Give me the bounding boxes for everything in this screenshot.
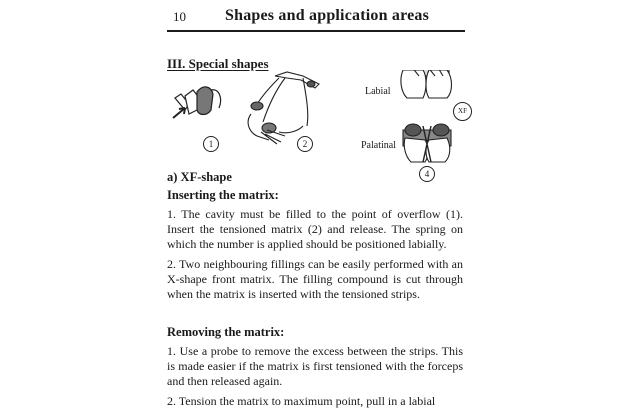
figure-2-drawing — [248, 72, 319, 144]
figures-area — [167, 70, 477, 185]
figure-number-1: 1 — [203, 136, 219, 152]
figure-number-2: 2 — [297, 136, 313, 152]
running-title: Shapes and application areas — [225, 7, 430, 24]
manual-page — [167, 0, 467, 408]
figure-4-labial-drawing — [401, 70, 452, 98]
figure-1-drawing — [173, 87, 221, 118]
label-palatinal: Palatinal — [361, 140, 396, 151]
label-labial: Labial — [365, 86, 391, 97]
inserting-paragraph-1: 1. The cavity must be filled to the point of overflow (1). Insert the tensioned matrix (2) and release. The spring on which the number is applied should be positioned labially. — [167, 207, 463, 251]
removing-paragraph-1: 1. Use a probe to remove the excess between the strips. This is made easier if the matrix is first tensioned with the forceps and then released again. — [167, 344, 463, 388]
removing-heading: Removing the matrix: — [167, 325, 285, 339]
inserting-heading: Inserting the matrix: — [167, 188, 279, 202]
figure-number-4: 4 — [419, 166, 435, 182]
figure-4-palatinal-drawing — [403, 124, 451, 162]
xf-badge: XF — [453, 102, 472, 121]
page-number: 10 — [173, 9, 186, 24]
inserting-paragraph-2: 2. Two neighbouring fillings can be easily performed with an X-shape front matrix. The filling compound is cut through when the matrix is inserted with the tensioned strips. — [167, 257, 463, 301]
subsection-title: a) XF-shape — [167, 170, 232, 184]
page-header — [167, 6, 465, 32]
removing-paragraph-2: 2. Tension the matrix to maximum point, pull in a labial — [167, 394, 436, 408]
section-title: III. Special shapes — [167, 56, 269, 71]
